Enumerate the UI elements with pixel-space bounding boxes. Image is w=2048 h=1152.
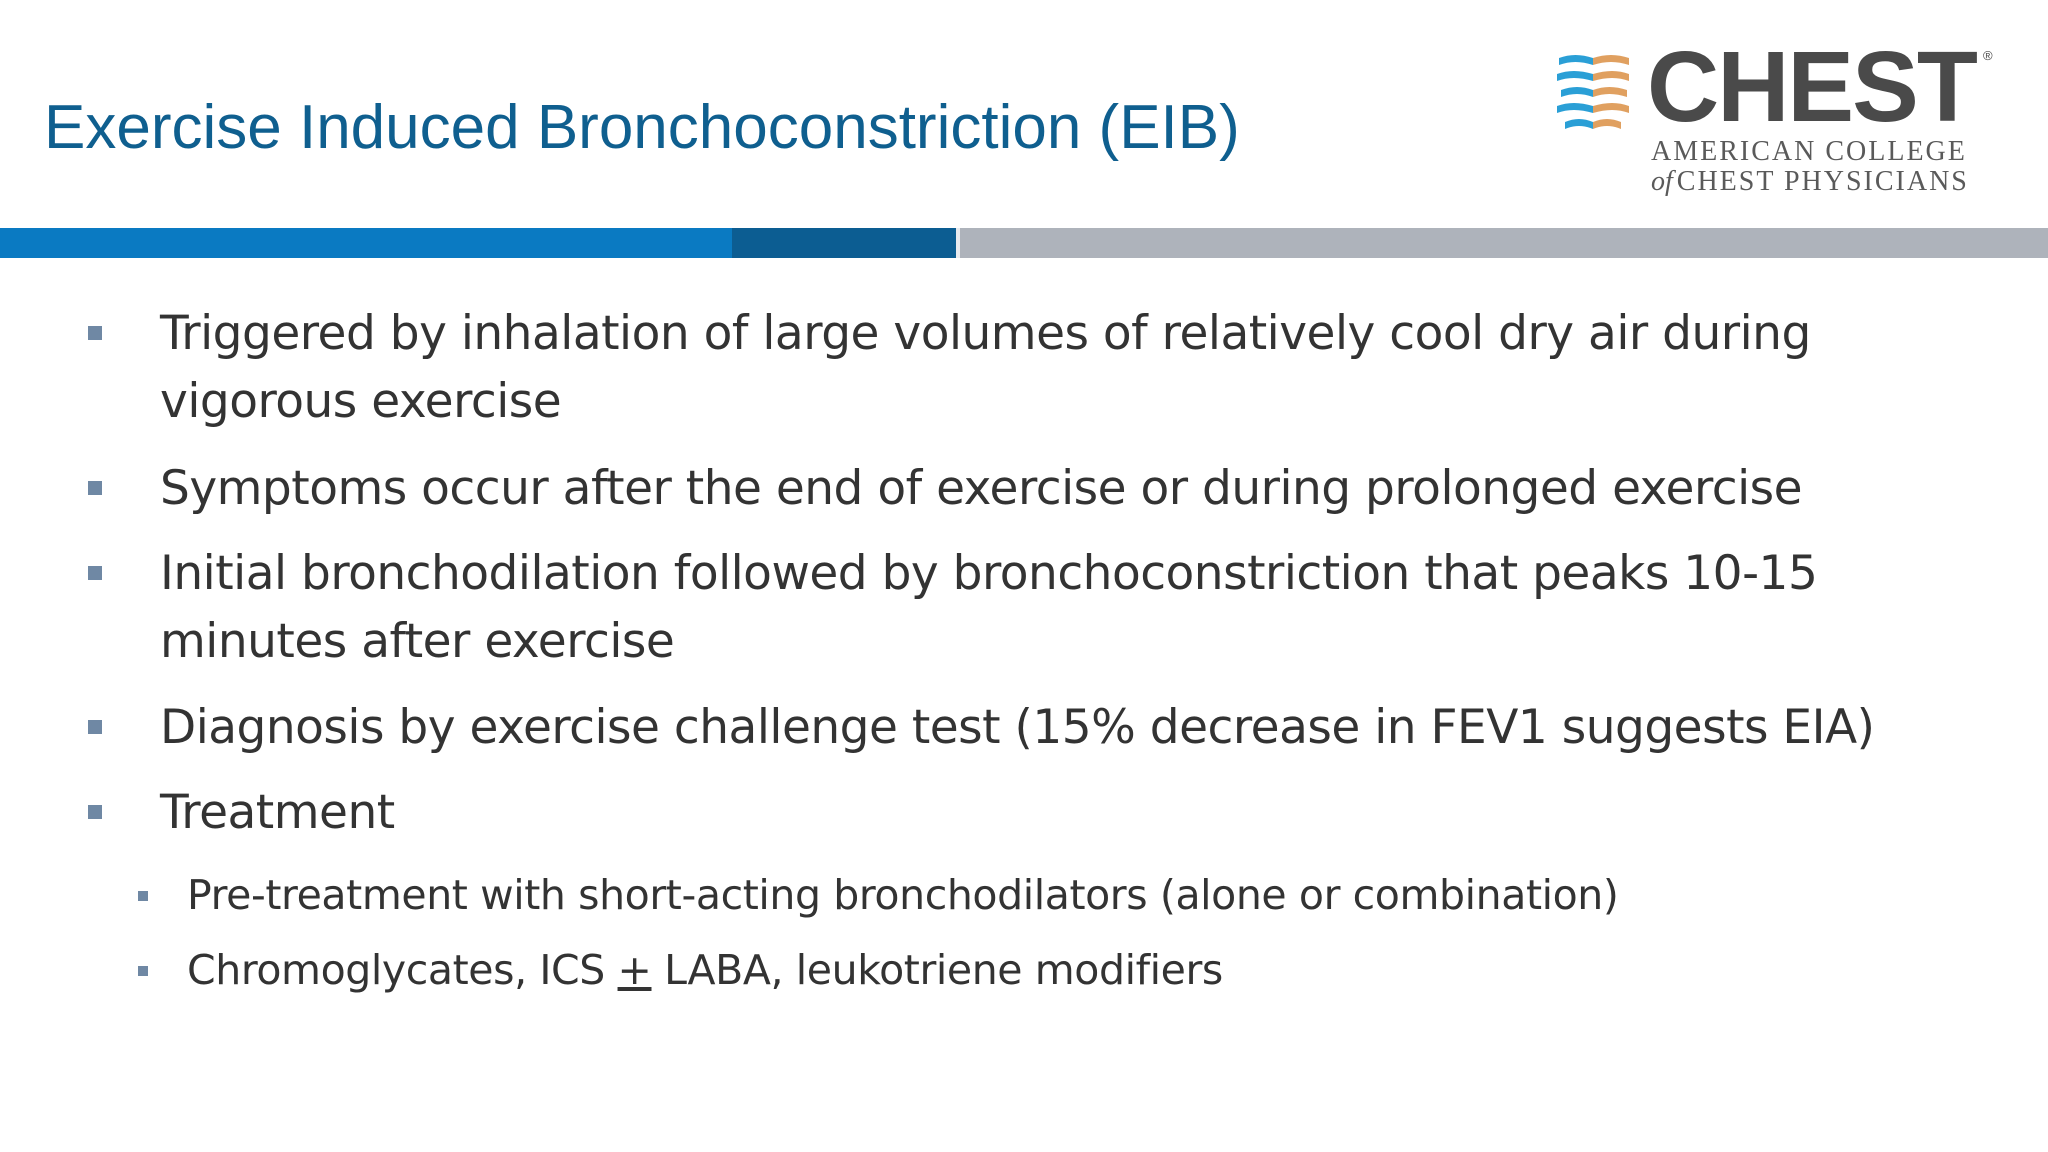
- bullet-text-continuation: minutes after exercise: [160, 614, 675, 669]
- bullet-text: Symptoms occur after the end of exercise or during prolonged exercise: [160, 461, 1803, 516]
- bullet-square-icon: [88, 566, 102, 580]
- logo-subtitle-line2: [1651, 166, 1969, 198]
- accent-bar-dark-blue: [732, 228, 958, 258]
- bullet-square-icon: [88, 805, 102, 819]
- sub-bullet-text-before: Chromoglycates, ICS: [187, 946, 618, 994]
- bullet-text: Triggered by inhalation of large volumes of relatively cool dry air during: [160, 306, 1811, 361]
- sub-bullet-square-icon: [138, 966, 148, 976]
- bullet-square-icon: [88, 720, 102, 734]
- sub-bullet-text-after: LABA, leukotriene modifiers: [651, 946, 1223, 994]
- sub-bullet-square-icon: [138, 891, 148, 901]
- logo-line2-text: CHEST PHYSICIANS: [1676, 166, 1969, 197]
- chest-logo: [1555, 31, 1995, 204]
- accent-bar-blue: [0, 228, 732, 258]
- chest-logo-wordmark: CHEST: [1647, 31, 1976, 143]
- bullet-text: Diagnosis by exercise challenge test (15% decrease in FEV1 suggests EIA): [160, 700, 1875, 755]
- sub-bullet-text: [187, 940, 1223, 1000]
- slide-title: Exercise Induced Bronchoconstriction (EIB): [44, 93, 1240, 162]
- accent-bar-divider: [956, 228, 960, 258]
- bullet-square-icon: [88, 481, 102, 495]
- sub-bullet-text: Pre-treatment with short-acting bronchodilators (alone or combination): [187, 871, 1619, 919]
- bullet-square-icon: [88, 326, 102, 340]
- plus-minus-symbol: +: [617, 946, 652, 994]
- accent-bar-gray: [958, 228, 2048, 258]
- bullet-text: Initial bronchodilation followed by bronchoconstriction that peaks 10-15: [160, 546, 1818, 601]
- logo-of: of: [1651, 166, 1673, 197]
- chest-logo-icon: [1555, 52, 1631, 132]
- logo-subtitle-line1: AMERICAN COLLEGE: [1651, 136, 1967, 167]
- registered-mark: ®: [1983, 48, 1993, 63]
- bullet-text: Treatment: [160, 785, 395, 840]
- bullet-text-continuation: vigorous exercise: [160, 374, 562, 429]
